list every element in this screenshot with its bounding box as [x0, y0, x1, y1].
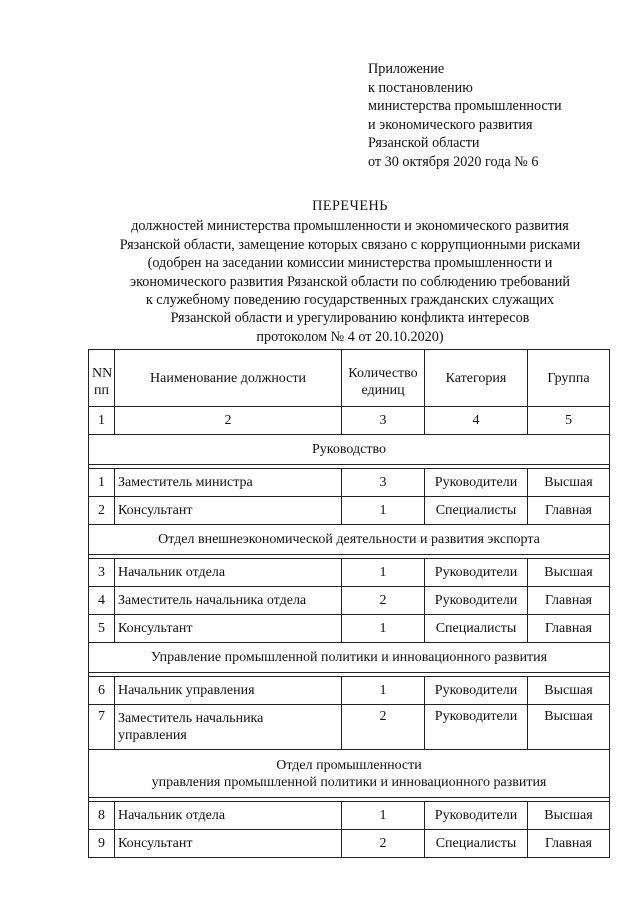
header-group: Группа — [528, 350, 610, 407]
title-line: должностей министерства промышленности и экономического развития — [131, 218, 569, 235]
index-cell: 1 — [89, 407, 115, 435]
section-header — [89, 525, 610, 555]
header-name: Наименование должности — [115, 350, 342, 407]
appendix-line: министерства промышленности — [368, 98, 562, 115]
table-row: 9 Консультант 2 Специалисты Главная — [89, 830, 610, 858]
appendix-line: Приложение — [368, 61, 445, 77]
title-line: экономического развития Рязанской области по соблюдению требований — [130, 273, 570, 290]
header-num: NN пп — [89, 350, 115, 407]
title-heading: ПЕРЕЧЕНЬ — [312, 198, 388, 214]
section-header — [89, 643, 610, 673]
table-row: 4 Заместитель начальника отдела 2 Руководители Главная — [89, 587, 610, 615]
section-title: Управление промышленной политики и инновационного развития — [89, 643, 610, 673]
title-line: протоколом № 4 от 20.10.2020) — [256, 328, 444, 345]
title-line: к служебному поведению государственных гражданских служащих — [145, 292, 555, 309]
positions-table — [88, 349, 610, 858]
table-row: 5 Консультант 1 Специалисты Главная — [89, 615, 610, 643]
header-category: Категория — [425, 350, 528, 407]
index-cell: 5 — [528, 407, 610, 435]
title-line: (одобрен на заседании комиссии министерства промышленности и — [147, 255, 553, 272]
column-index-row — [89, 407, 610, 435]
table-row: 8 Начальник отдела 1 Руководители Высшая — [89, 802, 610, 830]
title-line: Рязанской области, замещение которых связано с коррупционными рисками — [119, 236, 581, 253]
appendix-header — [368, 60, 562, 172]
section-title: Руководство — [89, 435, 610, 465]
table-row: 3 Начальник отдела 1 Руководители Высшая — [89, 559, 610, 587]
appendix-line: и экономического развития — [368, 116, 533, 133]
index-cell: 4 — [425, 407, 528, 435]
table-row: 7 Заместитель начальника управления 2 Руководители Высшая — [89, 705, 610, 750]
appendix-line: к постановлению — [368, 79, 473, 96]
index-cell: 2 — [115, 407, 342, 435]
table-row: 6 Начальник управления 1 Руководители Высшая — [89, 677, 610, 705]
header-qty: Количество единиц — [342, 350, 425, 407]
appendix-line: от 30 октября 2020 года № 6 — [368, 153, 539, 170]
section-header — [89, 435, 610, 465]
document-title — [92, 197, 608, 346]
table-row: 1 Заместитель министра 3 Руководители Высшая — [89, 469, 610, 497]
section-header — [89, 750, 610, 798]
appendix-line: Рязанской области — [368, 135, 480, 152]
table-header-row — [89, 350, 610, 407]
section-title: Отдел промышленности управления промышленной политики и инновационного развития — [89, 750, 610, 798]
section-title: Отдел внешнеэкономической деятельности и развития экспорта — [89, 525, 610, 555]
index-cell: 3 — [342, 407, 425, 435]
table-row: 2 Консультант 1 Специалисты Главная — [89, 497, 610, 525]
title-line: Рязанской области и урегулированию конфликта интересов — [170, 310, 530, 327]
